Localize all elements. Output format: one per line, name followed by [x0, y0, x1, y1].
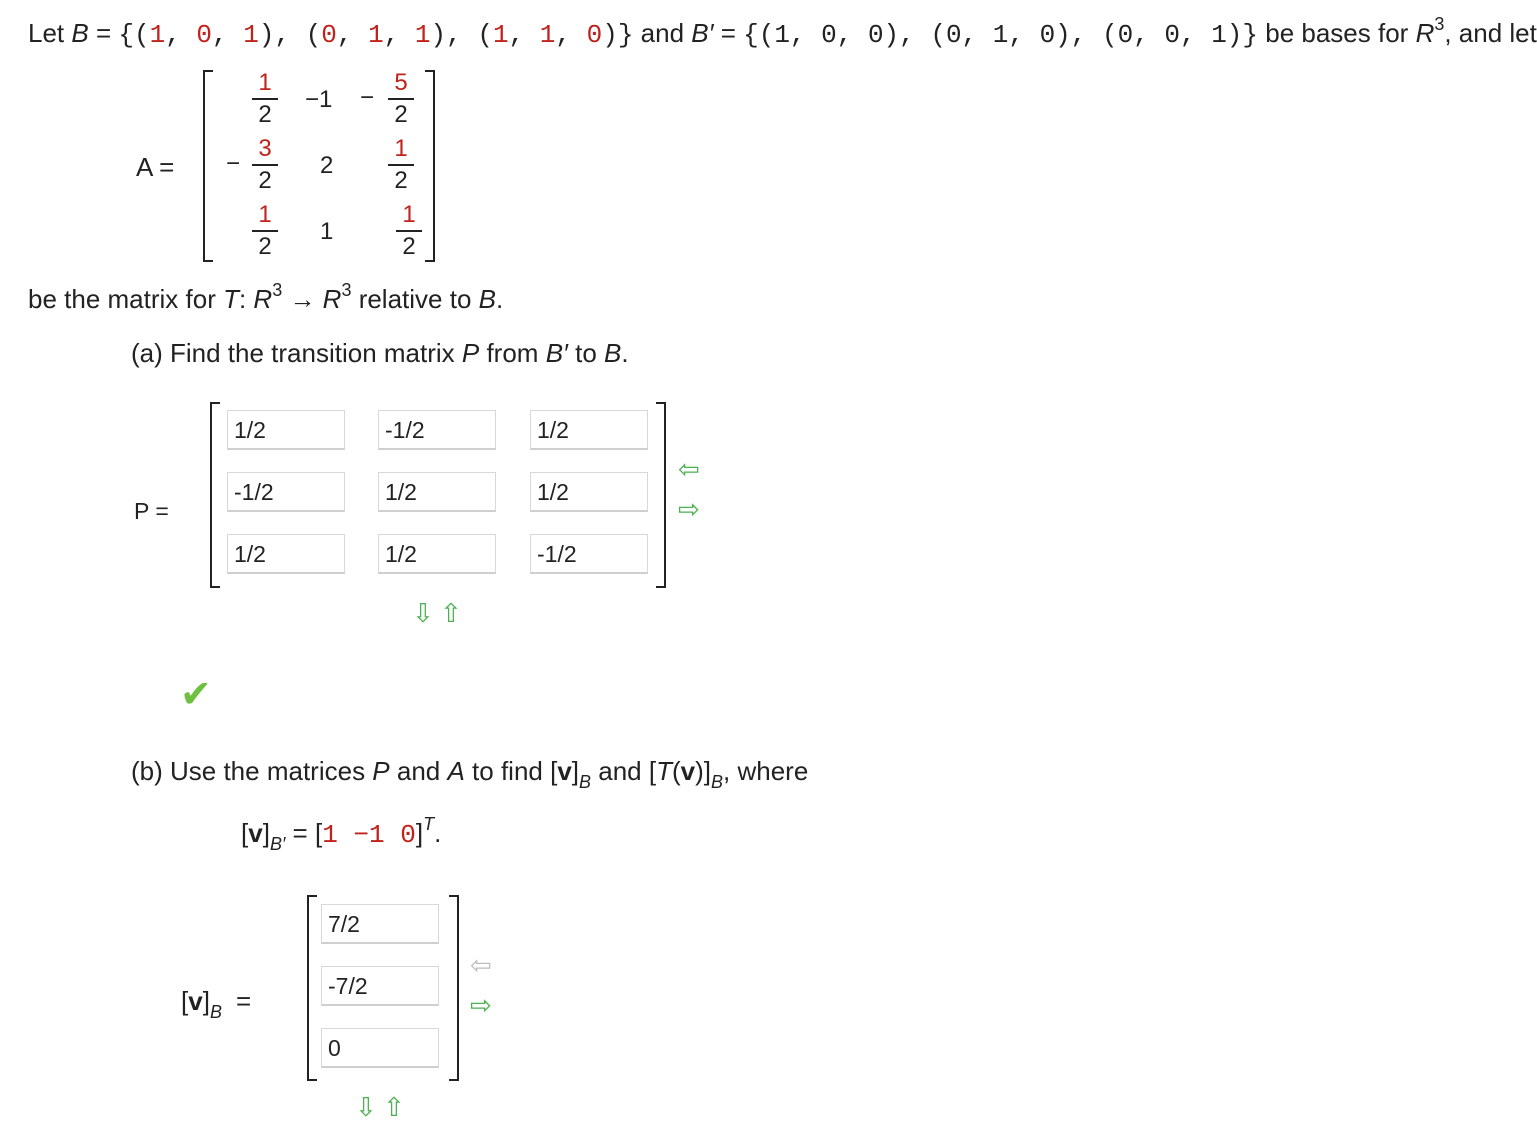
- p-cell-r2c3[interactable]: 1/2: [530, 472, 648, 512]
- correct-check-icon: ✔: [180, 674, 212, 716]
- vb-cell-r1[interactable]: 7/2: [321, 904, 439, 944]
- p-add-row-arrow-icon[interactable]: ⇩: [412, 598, 434, 628]
- matrix-a-r1c2: −1: [305, 86, 333, 113]
- p-remove-column-arrow-icon[interactable]: ⇦: [678, 454, 700, 484]
- bprime-set: {(1, 0, 0), (0, 1, 0), (0, 0, 1)}: [743, 20, 1259, 50]
- vb-cell-r3[interactable]: 0: [321, 1028, 439, 1068]
- matrix-p-left-bracket: [210, 402, 220, 588]
- p-cell-r1c1[interactable]: 1/2: [227, 410, 345, 450]
- vb-right-bracket: [449, 895, 459, 1081]
- vb-left-bracket: [307, 895, 317, 1081]
- matrix-a-r1c1: 1 2: [250, 70, 280, 128]
- p-remove-row-arrow-icon[interactable]: ⇧: [440, 598, 462, 628]
- p-cell-r1c2[interactable]: -1/2: [378, 410, 496, 450]
- p-add-column-arrow-icon[interactable]: ⇨: [678, 494, 700, 524]
- p-cell-r3c1[interactable]: 1/2: [227, 534, 345, 574]
- matrix-a-r2c3: 1 2: [386, 136, 416, 194]
- matrix-description: be the matrix for T: $R^3 \to R^3$ relative to B.: [28, 280, 504, 314]
- p-cell-r3c3[interactable]: -1/2: [530, 534, 648, 574]
- p-cell-r2c2[interactable]: 1/2: [378, 472, 496, 512]
- matrix-a-r3c1: 1 2: [250, 202, 280, 260]
- part-a-question: (a) Find the transition matrix P from B′ to B.: [131, 338, 629, 368]
- v-bprime-equation: $[v]_{B'} = [1 -1$ 0]$^T$.: [241, 814, 442, 854]
- matrix-a-label: A =: [136, 152, 175, 182]
- vb-remove-row-arrow-icon[interactable]: ⇧: [383, 1092, 405, 1122]
- p-cell-r3c2[interactable]: 1/2: [378, 534, 496, 574]
- matrix-a-r1c3: 5 2: [386, 70, 416, 128]
- matrix-a-r2c2: 2: [320, 152, 334, 179]
- matrix-a-r3c2: 1: [320, 218, 334, 245]
- vb-remove-column-arrow-icon[interactable]: ⇦: [470, 950, 492, 980]
- matrix-a-r2c1: 3 2: [250, 136, 280, 194]
- matrix-a-r1c3-sign: −: [360, 84, 375, 111]
- p-cell-r1c3[interactable]: 1/2: [530, 410, 648, 450]
- vb-add-column-arrow-icon[interactable]: ⇨: [470, 990, 492, 1020]
- matrix-a-right-bracket: [425, 70, 435, 262]
- matrix-a-r2c1-sign: −: [226, 150, 241, 177]
- vb-cell-r2[interactable]: -7/2: [321, 966, 439, 1006]
- matrix-a-left-bracket: [203, 70, 213, 262]
- vb-add-row-arrow-icon[interactable]: ⇩: [355, 1092, 377, 1122]
- part-b-question: (b) Use the matrices P and A to find $[v]_B$ and $[T(v)]_B$, where: [131, 756, 809, 792]
- matrix-a-r3c3: 1 2: [394, 202, 424, 260]
- intro-line: Let B = {(1, 0, 1), (0, 1, 1), (1, 1, 0)} and B′ = {(1, 0, 0), (0, 1, 0), (0, 0, 1)} be bases for $R^3$, and let: [28, 14, 1537, 50]
- v-b-label: $[v]_B$ =: [181, 986, 252, 1022]
- p-cell-r2c1[interactable]: -1/2: [227, 472, 345, 512]
- matrix-p-label: P =: [134, 498, 169, 524]
- matrix-p-right-bracket: [656, 402, 666, 588]
